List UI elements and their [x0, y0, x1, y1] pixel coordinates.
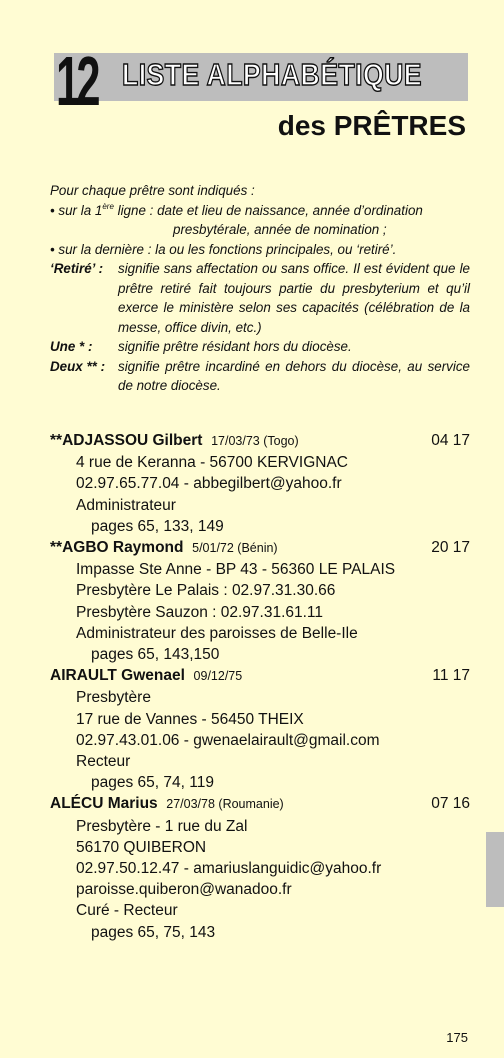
intro-bullet-2: • sur la dernière : la ou les fonctions principales, ou ‘retiré’.	[50, 241, 397, 257]
priest-entry	[50, 665, 470, 793]
section-tab-marker	[486, 832, 504, 907]
contact-line: 02.97.50.12.47 - amariuslanguidic@yahoo.fr	[76, 860, 382, 878]
intro-bullet-1-cont: presbytérale, année de nomination ;	[173, 222, 387, 237]
contact-line: Presbytère Le Palais : 02.97.31.30.66	[76, 582, 336, 600]
priest-entry-header	[50, 665, 470, 687]
address-line: 56170 QUIBERON	[76, 838, 207, 856]
page-number: 175	[446, 1030, 468, 1045]
definition-text: signifie sans affectation ou sans office. Il est évident que le prêtre retiré fait toujours partie du presbyterium et qu’il exerce le ministère selon ses capacités (célébration de la messe, office divin, etc.)	[118, 261, 470, 335]
contact-line: paroisse.quiberon@wanadoo.fr	[76, 881, 292, 899]
definition-text: signifie prêtre incardiné en dehors du diocèse, au service de notre diocèse.	[118, 358, 470, 393]
pages-line: pages 65, 133, 149	[91, 517, 224, 535]
priest-name: **ADJASSOU Gilbert	[50, 432, 203, 449]
priest-years: 20 17	[431, 539, 470, 557]
definition-retire	[50, 259, 470, 337]
priest-name: ALÉCU Marius	[50, 795, 158, 813]
priest-entry	[50, 430, 470, 537]
role-line: Administrateur	[76, 496, 176, 514]
address-line: Presbytère	[76, 689, 151, 707]
address-line: 4 rue de Keranna - 56700 KERVIGNAC	[76, 454, 348, 472]
bullet1-text-a: • sur la 1	[50, 202, 103, 218]
priest-years: 11 17	[432, 667, 470, 685]
intro-section	[50, 181, 470, 396]
priest-birth-info: 17/03/73 (Togo)	[211, 434, 299, 448]
pages-line: pages 65, 74, 119	[91, 774, 214, 792]
priest-name: **AGBO Raymond	[50, 539, 184, 557]
priest-years: 04 17	[431, 432, 470, 449]
definition-term: Une * :	[50, 339, 93, 354]
priest-entry	[50, 793, 470, 942]
bullet1-text-b: ligne : date et lieu de naissance, année d’ordination	[113, 202, 423, 218]
role-line: Curé - Recteur	[76, 902, 178, 920]
priest-birth-info: 5/01/72 (Bénin)	[192, 541, 278, 556]
bullet1-sup: ère	[102, 201, 114, 211]
priest-birth-info: 09/12/75	[193, 669, 243, 684]
definition-text: signifie prêtre résidant hors du diocèse.	[118, 339, 352, 354]
definition-term: Deux ** :	[50, 358, 106, 374]
definition-deux	[50, 357, 470, 396]
role-line: Administrateur des paroisses de Belle-Ile	[76, 624, 358, 642]
definition-term: ‘Retiré’ :	[50, 261, 104, 276]
role-line: Recteur	[76, 753, 131, 771]
contact-line: Presbytère Sauzon : 02.97.31.61.11	[76, 603, 324, 621]
contact-line: 02.97.65.77.04 - abbegilbert@yahoo.fr	[76, 475, 342, 493]
priest-birth-info: 27/03/78 (Roumanie)	[166, 797, 284, 812]
priest-entry-header	[50, 537, 470, 559]
priest-list	[50, 430, 470, 943]
address-line: Presbytère - 1 rue du Zal	[76, 817, 248, 835]
priest-entry-header	[50, 430, 470, 452]
definition-une	[50, 337, 470, 357]
priest-entry	[50, 537, 470, 665]
priest-entry-header	[50, 793, 470, 815]
priest-years: 07 16	[431, 795, 470, 813]
page-subtitle: des PRÊTRES	[277, 110, 466, 141]
intro-bullet-1	[50, 201, 470, 221]
pages-line: pages 65, 143,150	[91, 646, 220, 664]
pages-line: pages 65, 75, 143	[91, 923, 216, 941]
priest-name: AIRAULT Gwenael	[50, 667, 185, 685]
address-line: 17 rue de Vannes - 56450 THEIX	[76, 710, 304, 728]
chapter-number: 12	[56, 42, 97, 120]
address-line: Impasse Ste Anne - BP 43 - 56360 LE PALAIS	[76, 561, 396, 579]
contact-line: 02.97.43.01.06 - gwenaelairault@gmail.com	[76, 731, 380, 749]
intro-lead: Pour chaque prêtre sont indiqués :	[50, 183, 255, 198]
page-title: LISTE ALPHABÉTIQUE	[122, 57, 423, 92]
